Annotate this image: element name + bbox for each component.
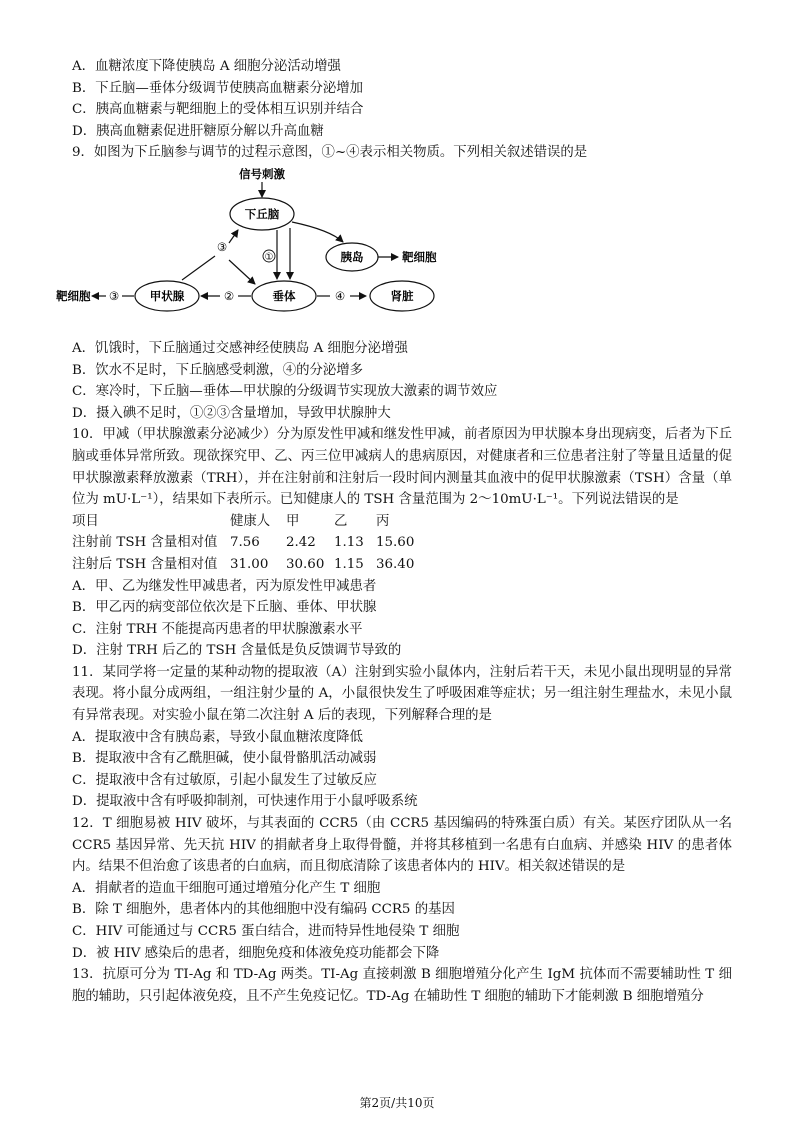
substance-4-label: ④ [334, 288, 346, 303]
q8-option-a: A．血糖浓度下降使胰岛 A 细胞分泌活动增强 [72, 59, 341, 74]
q12-option-d: D．被 HIV 感染后的患者，细胞免疫和体液免疫功能都会下降 [72, 945, 440, 961]
substance-1-label: ① [264, 251, 274, 263]
pituitary-label: 垂体 [272, 288, 296, 303]
substance-2-label: ② [223, 288, 235, 303]
q8-option-c: C．胰高血糖素与靶细胞上的受体相互识别并结合 [72, 102, 364, 118]
q10-option-b: B．甲乙丙的病变部位依次是下丘脑、垂体、甲状腺 [72, 600, 377, 616]
kidney-label: 肾脏 [390, 288, 414, 303]
q9-option-a: A．饥饿时，下丘脑通过交感神经使胰岛 A 细胞分泌增强 [72, 340, 408, 356]
page-footer: 第2页/共10页 [359, 1096, 435, 1110]
signal-label: 信号刺激 [239, 166, 285, 181]
table-cell: 2.42 [286, 535, 316, 551]
table-row [72, 532, 422, 554]
table-cell: 1.15 [334, 556, 364, 572]
target-cell-1-label: 靶细胞 [402, 249, 437, 264]
q12-option-a: A．捐献者的造血干细胞可通过增殖分化产生 T 细胞 [72, 880, 381, 896]
q12-options [72, 878, 732, 964]
regulation-diagram [56, 166, 732, 336]
q10-option-a: A．甲、乙为继发性甲减患者，丙为原发性甲减患者 [72, 578, 377, 594]
table-cell: 36.40 [376, 556, 415, 572]
table-header: 项目 [72, 513, 99, 529]
thyroid-label: 甲状腺 [149, 288, 185, 303]
table-cell: 注射后 TSH 含量相对值 [72, 556, 218, 572]
q9-option-c: C．寒冷时，下丘脑—垂体—甲状腺的分级调节实现放大激素的调节效应 [72, 384, 498, 400]
q8-option-d: D．胰高血糖素促进肝糖原分解以升高血糖 [72, 123, 324, 139]
q12-option-c: C．HIV 可能通过与 CCR5 蛋白结合，进而特异性地侵染 T 细胞 [72, 924, 460, 939]
q11-stem: 11．某同学将一定量的某种动物的提取液（A）注射到实验小鼠体内，注射后若干天，未见小鼠出现明显的异常表现。将小鼠分成两组，一组注射少量的 A，小鼠很快发生了呼吸困难等症状；另一组注射生理盐水，未见小鼠有异常表现。对实验小鼠在第二次注射 A 后的表现，下列解释合理的是 [72, 664, 732, 724]
table-cell: 7.56 [230, 535, 260, 551]
q10-option-c: C．注射 TRH 不能提高丙患者的甲状腺激素水平 [72, 621, 363, 637]
table-header: 健康人 [230, 513, 271, 529]
target-cell-2-label: 靶细胞 [56, 288, 91, 303]
q13-stem: 13．抗原可分为 TI-Ag 和 TD-Ag 两类。TI-Ag 直接刺激 B 细胞增殖分化产生 IgM 抗体而不需要辅助性 T 细胞的辅助，只引起体液免疫，且不产生免疫记忆。TD-Ag 在辅助性 T 细胞的辅助下才能刺激 B 细胞增殖分 [72, 967, 732, 1004]
q11-option-a: A．提取液中含有胰岛素，导致小鼠血糖浓度降低 [72, 729, 363, 745]
table-cell: 30.60 [286, 556, 325, 572]
table-cell: 15.60 [376, 535, 415, 551]
table-cell: 1.13 [334, 535, 364, 551]
q8-options [72, 56, 732, 142]
q11-option-b: B．提取液中含有乙酰胆碱，使小鼠骨骼肌活动减弱 [72, 751, 377, 767]
q10-options [72, 576, 732, 662]
table-row [72, 554, 422, 576]
substance-3-feedback-label: ③ [216, 239, 228, 254]
q10-option-d: D．注射 TRH 后乙的 TSH 含量低是负反馈调节导致的 [72, 643, 402, 659]
q10-stem: 10．甲减（甲状腺激素分泌减少）分为原发性甲减和继发性甲减，前者原因为甲状腺本身出现病变，后者为下丘脑或垂体异常所致。现欲探究甲、乙、丙三位甲减病人的患病原因，对健康者和三位患者注射了等量且适量的促甲状腺激素释放激素（TRH），并在注射前和注射后一段时间内测量其血液中的促甲状腺激素（TSH）含量（单位为 mU·L⁻¹），结果如下表所示。已知健康人的 TSH 含量范围为 2～10mU·L⁻¹。下列说法错误的是 [72, 427, 732, 508]
q8-option-b: B．下丘脑—垂体分级调节使胰高血糖素分泌增加 [72, 80, 364, 96]
q9-option-b: B．饮水不足时，下丘脑感受刺激，④的分泌增多 [72, 362, 364, 378]
table-cell: 注射前 TSH 含量相对值 [72, 535, 218, 551]
q11-option-d: D．提取液中含有呼吸抑制剂，可快速作用于小鼠呼吸系统 [72, 794, 418, 810]
table-header: 乙 [334, 513, 348, 529]
exam-page [56, 56, 732, 1007]
hypothalamus-label: 下丘脑 [244, 206, 280, 221]
table-cell: 31.00 [230, 556, 269, 572]
q10-table [72, 511, 422, 576]
q9-options [72, 338, 732, 424]
q9-option-d: D．摄入碘不足时，①②③含量增加，导致甲状腺肿大 [72, 405, 391, 421]
table-header-row [72, 511, 422, 533]
q12-option-b: B．除 T 细胞外，患者体内的其他细胞中没有编码 CCR5 的基因 [72, 902, 455, 918]
pancreas-label: 胰岛 [340, 249, 364, 264]
q9-stem: 9．如图为下丘脑参与调节的过程示意图，①~④表示相关物质。下列相关叙述错误的是 [72, 145, 588, 161]
table-header: 甲 [286, 513, 300, 529]
substance-3-left-label: ③ [108, 288, 120, 303]
table-header: 丙 [376, 513, 390, 529]
q12-stem: 12．T 细胞易被 HIV 破坏，与其表面的 CCR5（由 CCR5 基因编码的特殊蛋白质）有关。某医疗团队从一名 CCR5 基因异常、先天抗 HIV 的捐献者身上取得骨髓，并将其移植到一名患有白血病、并感染 HIV 的患者体内。结果不但治愈了该患者的白血病，而且彻底清除了该患者体内的 HIV。相关叙述错误的是 [72, 816, 732, 875]
q11-options [72, 727, 732, 813]
q11-option-c: C．提取液中含有过敏原，引起小鼠发生了过敏反应 [72, 772, 377, 788]
q9-diagram [56, 166, 732, 336]
